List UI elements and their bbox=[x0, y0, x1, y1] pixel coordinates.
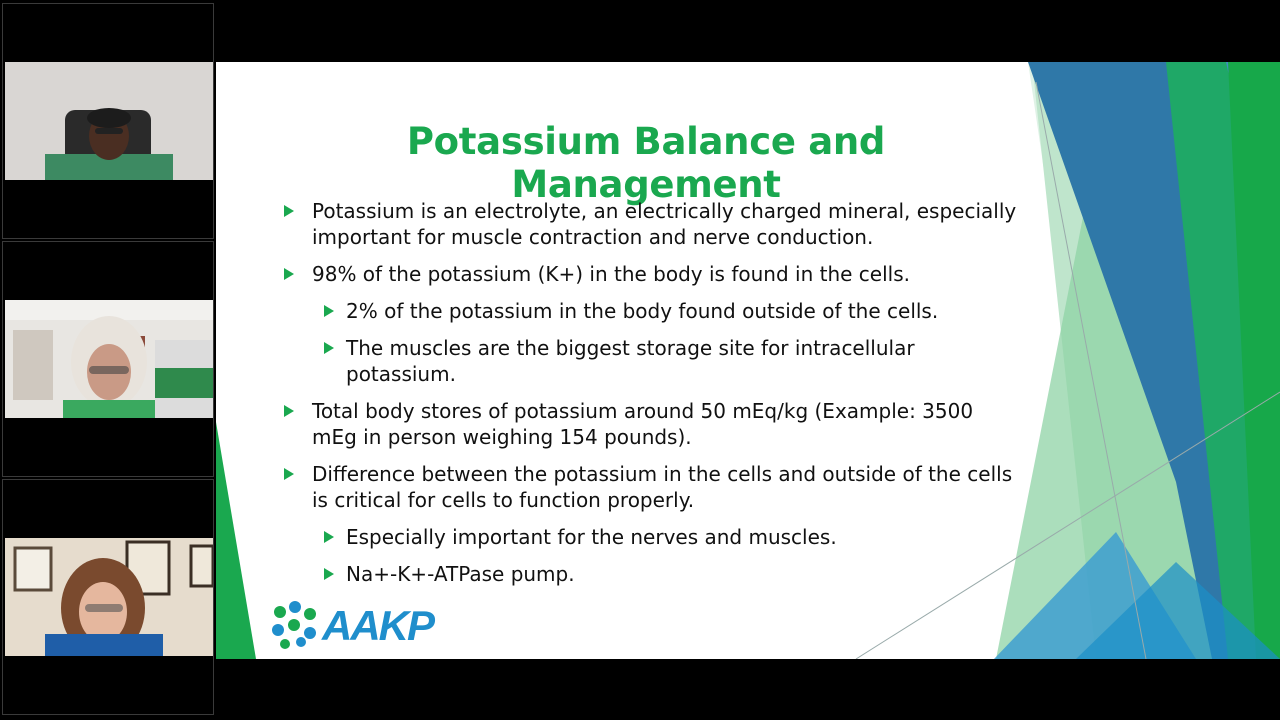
bullet-arrow-icon bbox=[324, 305, 334, 317]
bullet-arrow-icon bbox=[324, 531, 334, 543]
participant-video-1 bbox=[5, 62, 213, 180]
participant-video-2 bbox=[5, 300, 213, 418]
aakp-logo-mark-icon bbox=[270, 600, 320, 650]
bullet-text: The muscles are the biggest storage site for intracellular potassium. bbox=[346, 336, 915, 386]
bullet-item bbox=[282, 398, 1022, 450]
bullet-item bbox=[282, 261, 1022, 287]
bullet-arrow-icon bbox=[284, 205, 294, 217]
bullet-list bbox=[282, 198, 1022, 598]
participant-gallery bbox=[0, 0, 216, 720]
participant-tile-3[interactable] bbox=[2, 479, 214, 715]
bullet-text: Difference between the potassium in the cells and outside of the cells is critical for cells to function properly. bbox=[312, 462, 1013, 512]
shared-slide bbox=[216, 62, 1280, 659]
sub-bullet-item bbox=[282, 298, 1022, 324]
bullet-arrow-icon bbox=[324, 342, 334, 354]
bullet-text: Especially important for the nerves and muscles. bbox=[346, 525, 837, 549]
sub-bullet-item bbox=[282, 561, 1022, 587]
bullet-item bbox=[282, 198, 1022, 250]
bullet-text: Na+-K+-ATPase pump. bbox=[346, 562, 575, 586]
bullet-text: Total body stores of potassium around 50 mEq/kg (Example: 3500 mEg in person weighing 154 pounds). bbox=[312, 399, 974, 449]
sub-bullet-item bbox=[282, 335, 1022, 387]
participant-tile-2[interactable] bbox=[2, 241, 214, 477]
aakp-logo-text: AAKP bbox=[322, 602, 434, 649]
bullet-arrow-icon bbox=[284, 405, 294, 417]
participant-video-3 bbox=[5, 538, 213, 656]
slide-title: Potassium Balance and Management bbox=[406, 120, 886, 206]
bullet-text: Potassium is an electrolyte, an electrically charged mineral, especially important for muscle contraction and nerve conduction. bbox=[312, 199, 1017, 249]
bullet-arrow-icon bbox=[324, 568, 334, 580]
bullet-text: 98% of the potassium (K+) in the body is found in the cells. bbox=[312, 262, 910, 286]
bullet-arrow-icon bbox=[284, 268, 294, 280]
bullet-arrow-icon bbox=[284, 468, 294, 480]
bullet-text: 2% of the potassium in the body found outside of the cells. bbox=[346, 299, 939, 323]
sub-bullet-item bbox=[282, 524, 1022, 550]
aakp-logo bbox=[270, 600, 470, 650]
participant-tile-1[interactable] bbox=[2, 3, 214, 239]
bullet-item bbox=[282, 461, 1022, 513]
